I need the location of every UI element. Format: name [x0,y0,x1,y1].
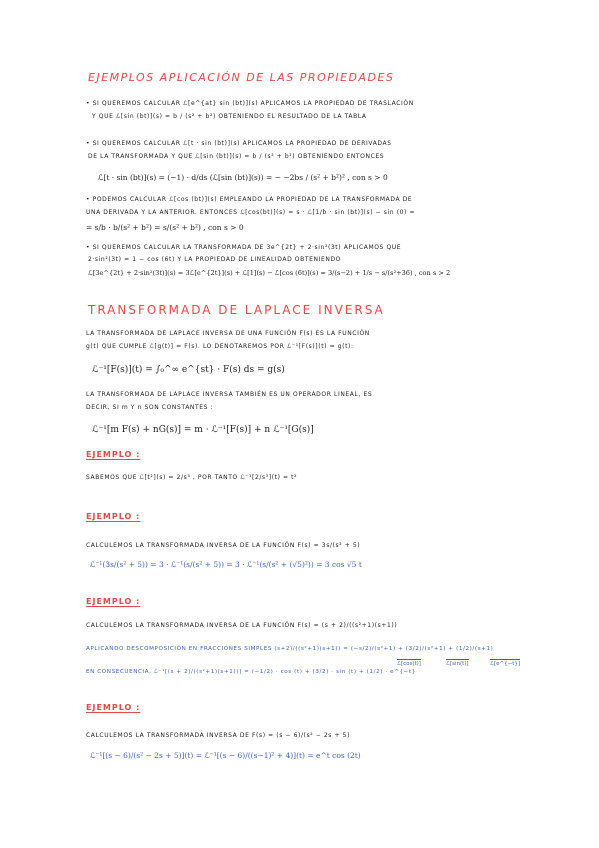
section-heading-inverse: TRANSFORMADA DE LAPLACE INVERSA [88,303,385,317]
example1-label: EJEMPLO : [86,450,141,459]
linearity-equation: ℒ⁻¹[m F(s) + nG(s)] = m · ℒ⁻¹[F(s)] + n ℒ⁻¹[G(s)] [92,425,314,435]
bullet2-line2: DE LA TRANSFORMADA Y QUE ℒ[sin (bt)](s) = b / (s² + b²) OBTENIENDO ENTONCES [88,153,385,160]
bullet4-equation: ℒ[3e^{2t} + 2·sin²(3t)](s) = 3ℒ[e^{2t}](s) + ℒ[1](s) − ℒ[cos (6t)](s) = 3/(s−2) + 1/s − s/(s²+36) , con s > 2 [88,269,451,277]
bullet3-line3: = s/b · b/(s² + b²) = s/(s² + b²) , con s > 0 [86,223,244,232]
bullet4-line2: 2·sin²(3t) = 1 − cos (6t) Y LA PROPIEDAD DE LINEALIDAD OBTENIENDO [88,256,341,263]
example2-equation: ℒ⁻¹(3s/(s² + 5)) = 3 · ℒ⁻¹(s/(s² + 5)) = 3 · ℒ⁻¹(s/(s² + (√5)²)) = 3 cos √5 t [90,560,362,569]
bullet2-line1: • SI QUEREMOS CALCULAR ℒ[t · sin (bt)](s) APLICAMOS LA PROPIEDAD DE DERIVADAS [86,140,392,147]
linearity-line2: DECIR, SI m Y n SON CONSTANTES : [86,404,214,411]
example3-result: EN CONSECUENCIA, ℒ⁻¹[(s + 2)/((s²+1)(s+1))] = (−1/2) · cos (t) + (3/2) · sin (t) + (1/2) · e^{−t} [86,669,416,675]
bullet1-line2: Y QUE ℒ[sin (bt)](s) = b / (s² + b²) OBTENIENDO EL RESULTADO DE LA TABLA [92,113,367,120]
bullet3-line2: UNA DERIVADA Y LA ANTERIOR. ENTONCES ℒ[cos(bt)](s) = s · ℒ[1/b · sin (bt)](s) − sin (0) = [86,209,416,216]
example4-label: EJEMPLO : [86,703,141,712]
section-heading-properties: EJEMPLOS APLICACIÓN DE LAS PROPIEDADES [88,71,395,84]
bullet2-equation: ℒ[t · sin (bt)](s) = (−1) · d/ds (ℒ[sin (bt)](s)) = − −2bs / (s² + b²)² , con s > 0 [98,173,388,182]
bullet3-line1: • PODEMOS CALCULAR ℒ[cos (bt)](s) EMPLEANDO LA PROPIEDAD DE LA TRANSFORMADA DE [86,196,413,203]
bullet1-line1: • SI QUEREMOS CALCULAR ℒ[e^{at} sin (bt)](s) APLICAMOS LA PROPIEDAD DE TRASLACIÓN [86,100,414,107]
example4-text: CALCULEMOS LA TRANSFORMADA INVERSA DE F(s) = (s − 6)/(s² − 2s + 5) [86,732,351,739]
inverse-def-line2: g(t) QUE CUMPLE ℒ[g(t)] = F(s). LO DENOTAREMOS POR ℒ⁻¹[F(s)](t) = g(t): [86,343,354,350]
example1-text: SABEMOS QUE ℒ[t²](s) = 2/s³ , POR TANTO ℒ⁻¹[2/s³](t) = t² [86,474,298,481]
linearity-line1: LA TRANSFORMADA DE LAPLACE INVERSA TAMBIÉN ES UN OPERADOR LINEAL, ES [86,391,373,398]
bullet4-line1: • SI QUEREMOS CALCULAR LA TRANSFORMADA DE 3e^{2t} + 2·sin²(3t) APLICAMOS QUE [86,244,402,251]
example3-underbrace-exp: ℒ[e^{−t}] [490,661,521,667]
example3-underbrace-sin: ℒ[sin(t)] [446,661,469,667]
example3-underbrace-cos: ℒ[cos(t)] [397,661,421,667]
example4-equation: ℒ⁻¹[(s − 6)/(s² − 2s + 5)](t) = ℒ⁻¹[(s − 6)/((s−1)² + 4)](t) = e^t cos (2t) [90,751,361,760]
example3-label: EJEMPLO : [86,597,141,606]
inverse-integral-equation: ℒ⁻¹[F(s)](t) = ∫₀^∞ e^{st} · F(s) ds = g(s) [92,365,285,375]
example3-text: CALCULEMOS LA TRANSFORMADA INVERSA DE LA FUNCIÓN F(s) = (s + 2)/((s²+1)(s+1)) [86,622,398,629]
example3-decomposition: APLICANDO DESCOMPOSICIÓN EN FRACCIONES SIMPLES (s+2)/((s²+1)(s+1)) = (−s/2)/(s²+1) + (3/2)/(s²+1) + (1/2)/(s+1) [86,646,494,652]
example2-text: CALCULEMOS LA TRANSFORMADA INVERSA DE LA FUNCIÓN F(s) = 3s/(s² + 5) [86,542,361,549]
example2-label: EJEMPLO : [86,512,141,521]
inverse-def-line1: LA TRANSFORMADA DE LAPLACE INVERSA DE UNA FUNCIÓN F(s) ES LA FUNCIÓN [86,330,370,337]
